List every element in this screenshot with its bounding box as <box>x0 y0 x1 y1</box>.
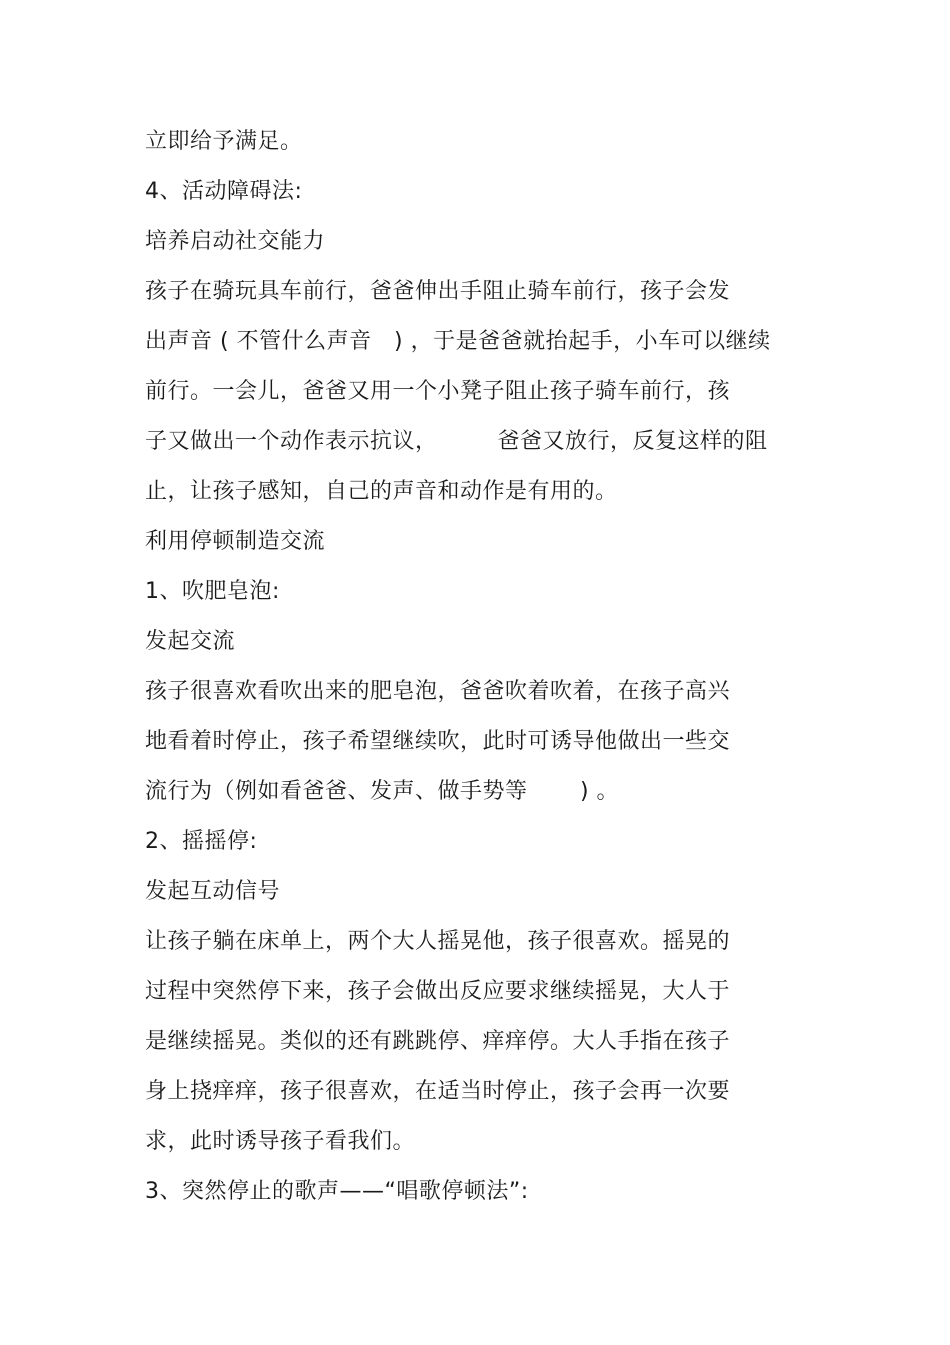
subheading: 发起交流 <box>145 629 236 654</box>
section-heading: 2、摇摇停: <box>145 829 258 854</box>
text-line: 让孩子躺在床单上，两个大人摇晃他，孩子很喜欢。摇晃的 <box>145 929 731 954</box>
text-line: 子又做出一个动作表示抗议， 爸爸又放行，反复这样的阻 <box>145 429 768 454</box>
text-line: 出声音 ( 不管什么声音 ) ，于是爸爸就抬起手，小车可以继续 <box>145 329 771 354</box>
subheading: 发起互动信号 <box>145 879 281 904</box>
text-line: 地看着时停止，孩子希望继续吹，此时可诱导他做出一些交 <box>145 729 731 754</box>
subheading: 培养启动社交能力 <box>145 229 326 254</box>
section-heading: 利用停顿制造交流 <box>145 529 326 554</box>
section-heading: 4、活动障碍法: <box>145 179 303 204</box>
section-heading: 3、突然停止的歌声——“唱歌停顿法”: <box>145 1179 529 1204</box>
text-line: 孩子在骑玩具车前行，爸爸伸出手阻止骑车前行，孩子会发 <box>145 279 731 304</box>
text-line: 过程中突然停下来，孩子会做出反应要求继续摇晃，大人于 <box>145 979 731 1004</box>
section-heading: 1、吹肥皂泡: <box>145 579 280 604</box>
text-line: 求，此时诱导孩子看我们。 <box>145 1129 416 1154</box>
text-line: 立即给予满足。 <box>145 129 303 154</box>
text-line: 止，让孩子感知，自己的声音和动作是有用的。 <box>145 479 618 504</box>
text-line: 流行为（例如看爸爸、发声、做手势等 ) 。 <box>145 779 620 804</box>
text-line: 前行。一会儿，爸爸又用一个小凳子阻止孩子骑车前行，孩 <box>145 379 731 404</box>
text-line: 身上挠痒痒，孩子很喜欢，在适当时停止，孩子会再一次要 <box>145 1079 731 1104</box>
text-line: 孩子很喜欢看吹出来的肥皂泡，爸爸吹着吹着，在孩子高兴 <box>145 679 731 704</box>
text-line: 是继续摇晃。类似的还有跳跳停、痒痒停。大人手指在孩子 <box>145 1029 731 1054</box>
